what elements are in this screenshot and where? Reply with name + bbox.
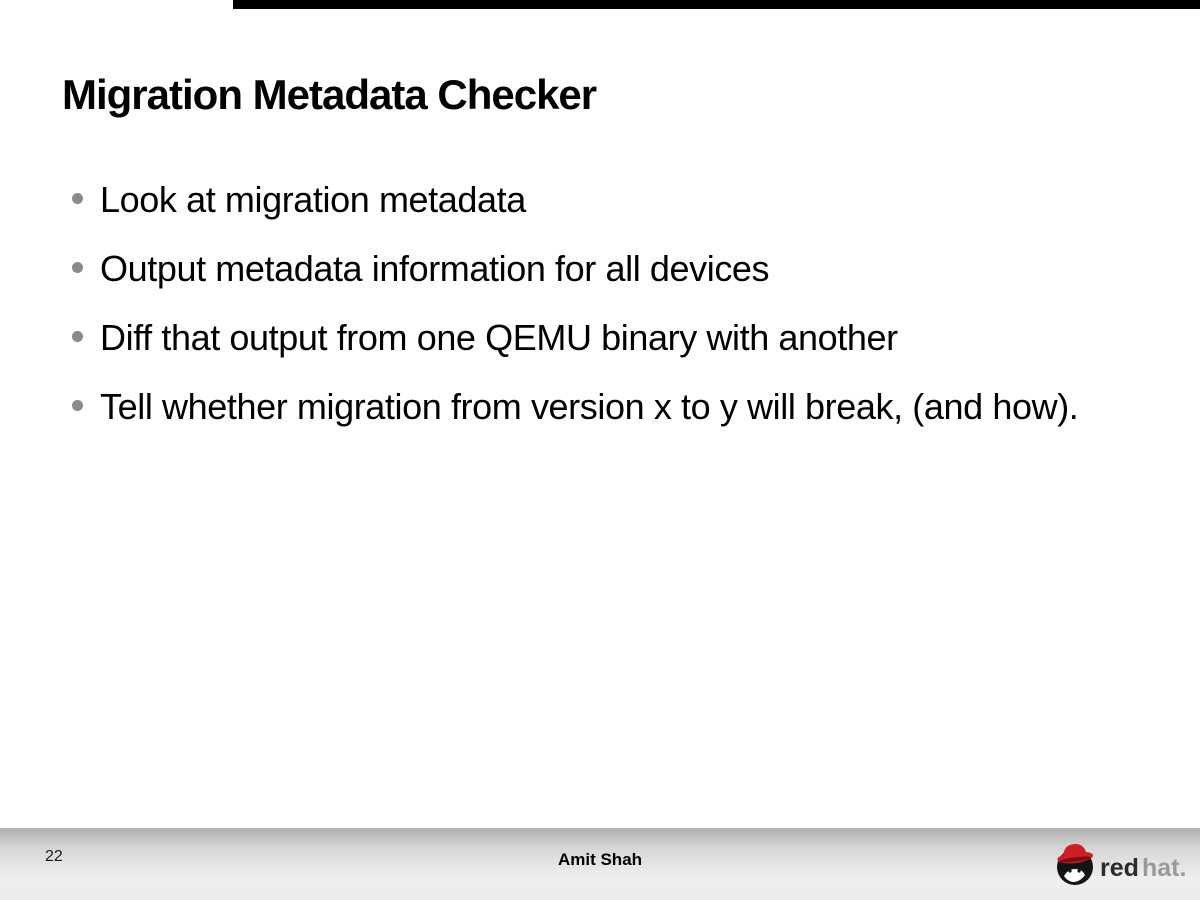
redhat-logo (1054, 840, 1186, 888)
bullet-text: Diff that output from one QEMU binary with another (100, 317, 898, 358)
logo-text-hat: hat. (1142, 854, 1186, 882)
bullet-item (62, 245, 1152, 293)
shadowman-icon (1056, 842, 1094, 885)
bullet-icon (72, 331, 83, 342)
top-accent-bar (233, 0, 1200, 9)
bullet-icon (72, 400, 83, 411)
bullet-icon (72, 262, 83, 273)
bullet-item (62, 176, 1152, 224)
bullet-item (62, 383, 1152, 431)
bullet-list (62, 176, 1152, 452)
bullet-icon (72, 193, 83, 204)
slide-title: Migration Metadata Checker (62, 71, 597, 118)
page-number: 22 (45, 848, 63, 865)
bullet-text: Output metadata information for all devices (100, 248, 770, 289)
bullet-item (62, 314, 1152, 362)
bullet-text: Tell whether migration from version x to y will break, (and how). (100, 386, 1079, 427)
logo-text-red: red (1100, 854, 1139, 882)
bullet-text: Look at migration metadata (100, 179, 526, 220)
author-name: Amit Shah (557, 850, 643, 869)
footer-bar (0, 828, 1200, 900)
